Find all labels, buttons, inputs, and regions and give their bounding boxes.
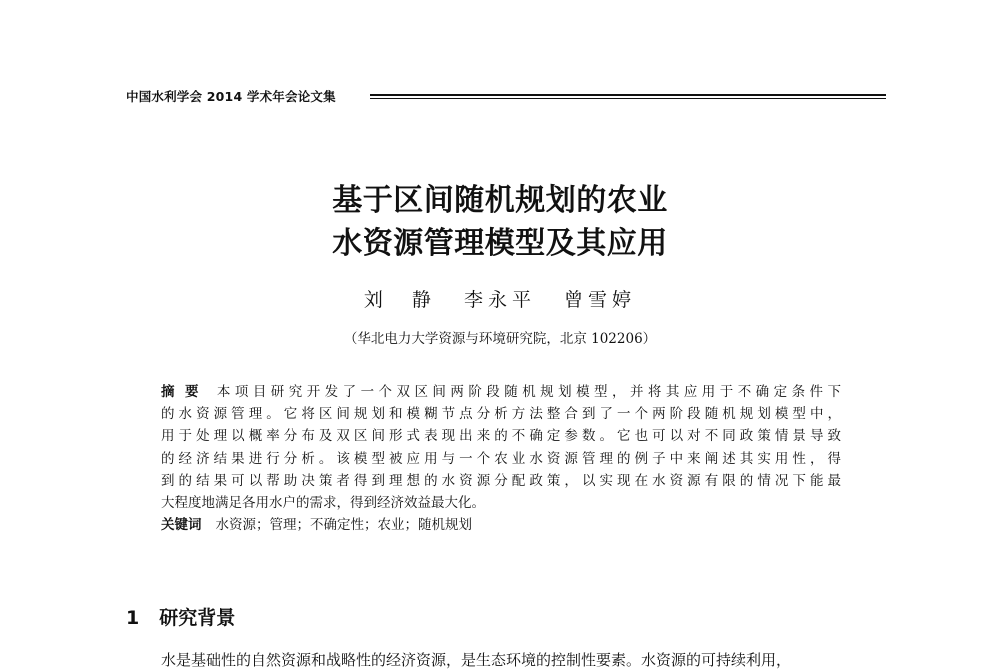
author-2: 李永平 <box>463 289 536 311</box>
abstract-line <box>161 381 841 403</box>
header-rule-thin <box>370 98 886 99</box>
abstract-line: 大程度地满足各用水户的需求，得到经济效益最大化。 <box>161 494 485 511</box>
keywords-label: 关键词 <box>161 517 202 534</box>
author-3: 曾雪婷 <box>564 289 637 311</box>
keywords-text: 水资源；管理；不确定性；农业；随机规划 <box>215 517 472 534</box>
body-text-line: 水是基础性的自然资源和战略性的经济资源，是生态环境的控制性要素。水资源的可持续利用， <box>161 651 792 669</box>
abstract-text: 本项目研究开发了一个双区间两阶段随机规划模型，并将其应用于不确定条件下 <box>216 384 842 400</box>
section-title: 研究背景 <box>159 607 236 629</box>
paper-title-line-1: 基于区间随机规划的农业 <box>332 183 668 218</box>
abstract-line: 到的结果可以帮助决策者得到理想的水资源分配政策，以实现在水资源有限的情况下能最 <box>161 472 841 489</box>
header-rule-thick <box>370 94 886 96</box>
section-heading <box>126 605 235 631</box>
paper-title-line-2: 水资源管理模型及其应用 <box>332 226 668 261</box>
running-header <box>126 88 886 106</box>
abstract-line: 的水资源管理。它将区间规划和模糊节点分析方法整合到了一个两阶段随机规划模型中， <box>161 406 841 423</box>
abstract-label: 摘要 <box>161 384 209 400</box>
abstract-line: 用于处理以概率分布及双区间形式表现出来的不确定参数。它也可以对不同政策情景导致 <box>161 428 841 445</box>
author-list <box>0 288 1000 312</box>
abstract-block <box>161 381 841 536</box>
section-number: 1 <box>126 607 140 629</box>
author-1: 刘 静 <box>363 289 436 311</box>
running-header-text: 中国水利学会 2014 学术年会论文集 <box>126 89 336 104</box>
keywords-line <box>161 514 841 536</box>
abstract-line: 的经济结果进行分析。该模型被应用与一个农业水资源管理的例子中来阐述其实用性，得 <box>161 450 841 467</box>
affiliation: （华北电力大学资源与环境研究院，北京 102206） <box>343 331 657 347</box>
